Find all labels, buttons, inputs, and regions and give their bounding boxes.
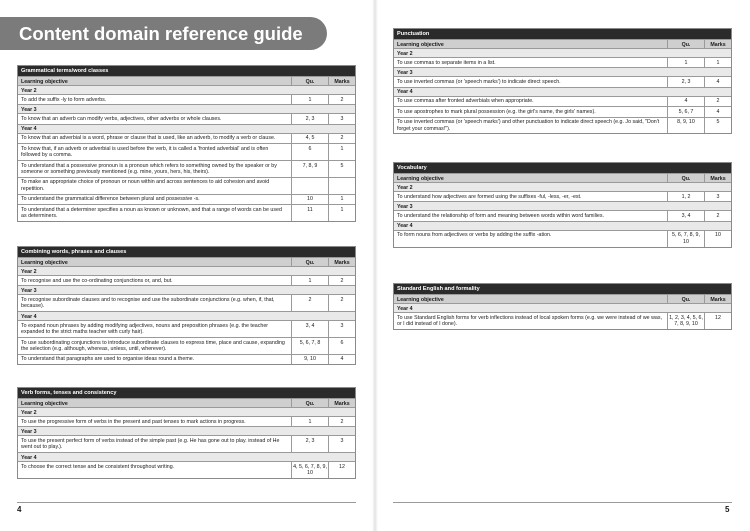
question-cell: 2, 3 bbox=[291, 436, 328, 452]
year-row bbox=[18, 266, 355, 275]
marks-cell: 4 bbox=[704, 107, 731, 116]
question-cell: 5, 6, 7, 8 bbox=[291, 338, 328, 354]
table-row bbox=[18, 204, 355, 221]
year-row bbox=[18, 285, 355, 294]
marks-cell: 2 bbox=[328, 295, 355, 311]
objective-cell: To choose the correct tense and be consistent throughout writing. bbox=[21, 463, 175, 470]
column-header-marks: Marks bbox=[704, 40, 731, 48]
page-number: 5 bbox=[725, 505, 730, 514]
objective-cell: To understand the relationship of form and meaning between words within word families. bbox=[397, 212, 604, 219]
question-cell: 1 bbox=[667, 58, 704, 67]
year-row bbox=[18, 407, 355, 416]
marks-cell: 3 bbox=[328, 436, 355, 452]
question-cell: 1 bbox=[291, 417, 328, 426]
table-combining-words bbox=[17, 246, 356, 365]
objective-cell: To use the progressive form of verbs in the present and past tenses to mark actions in progress. bbox=[21, 418, 246, 425]
question-cell: 4, 5, 6, 7, 8, 9, 10 bbox=[291, 462, 328, 478]
year-label: Year 2 bbox=[21, 268, 37, 275]
marks-cell: 2 bbox=[328, 276, 355, 285]
page-title: Content domain reference guide bbox=[0, 17, 327, 50]
table-row bbox=[18, 416, 355, 426]
year-label: Year 3 bbox=[397, 69, 413, 76]
objective-cell: To understand the grammatical difference between plural and possessive -s. bbox=[21, 196, 200, 203]
year-label: Year 2 bbox=[397, 50, 413, 57]
table-row bbox=[394, 210, 731, 220]
column-header-qu: Qu. bbox=[291, 399, 328, 407]
marks-cell: 2 bbox=[704, 211, 731, 220]
year-row bbox=[394, 67, 731, 76]
year-label: Year 3 bbox=[21, 428, 37, 435]
marks-cell: 1 bbox=[328, 195, 355, 204]
column-header-row bbox=[18, 257, 355, 266]
footer-rule bbox=[393, 502, 732, 503]
table-row bbox=[394, 106, 731, 116]
objective-cell: To understand that a determiner specifies a noun as known or unknown, and that a range of words can be used as determiners. bbox=[21, 206, 282, 219]
table-row bbox=[18, 294, 355, 311]
year-label: Year 4 bbox=[397, 89, 413, 96]
column-header-row bbox=[394, 294, 731, 303]
marks-cell: 2 bbox=[704, 97, 731, 106]
column-header-marks: Marks bbox=[328, 258, 355, 266]
marks-cell: 4 bbox=[328, 355, 355, 364]
objective-cell: To add the suffix -ly to form adverbs. bbox=[21, 96, 107, 103]
question-cell: 2, 3 bbox=[667, 77, 704, 86]
table-row bbox=[394, 191, 731, 201]
year-row bbox=[394, 48, 731, 57]
table-row bbox=[18, 143, 355, 160]
column-header-qu: Qu. bbox=[667, 40, 704, 48]
objective-cell: To understand that paragraphs are used to organise ideas round a theme. bbox=[21, 356, 195, 363]
table-row bbox=[18, 320, 355, 337]
question-cell: 1 bbox=[291, 276, 328, 285]
question-cell: 1 bbox=[291, 95, 328, 104]
column-header-qu: Qu. bbox=[667, 174, 704, 182]
table-grammatical-terms bbox=[17, 65, 356, 222]
objective-cell: To form nouns from adjectives or verbs by adding the suffix -ation. bbox=[397, 232, 552, 239]
objective-cell: To recognise subordinate clauses and to recognise and use the subordinate conjunctions (e.g. when, if, that, because). bbox=[21, 296, 275, 310]
year-row bbox=[18, 124, 355, 133]
objective-cell: To understand that a possessive pronoun is a pronoun which refers to something owned by the speaker or by someone or something previously mentioned (e.g. mine, yours, hers, his, theirs). bbox=[21, 162, 277, 175]
year-label: Year 3 bbox=[397, 203, 413, 210]
question-cell: 1, 2, 3, 4, 5, 6, 7, 8, 9, 10 bbox=[667, 313, 704, 329]
section-heading: Vocabulary bbox=[394, 163, 731, 173]
table-row bbox=[394, 96, 731, 106]
column-header-objective: Learning objective bbox=[21, 400, 68, 407]
objective-cell: To expand noun phrases by adding modifying adjectives, nouns and preposition phrases (e.g. the teacher expanded to the strict maths teacher with curly hair). bbox=[21, 322, 269, 336]
question-cell: 6 bbox=[291, 144, 328, 160]
objective-cell: To recognise and use the co-ordinating conjunctions or, and, but. bbox=[21, 277, 173, 284]
year-row bbox=[394, 87, 731, 96]
question-cell: 2, 3 bbox=[291, 114, 328, 123]
question-cell: 8, 9, 10 bbox=[667, 118, 704, 134]
marks-cell: 1 bbox=[704, 58, 731, 67]
objective-cell: To use subordinating conjunctions to introduce subordinate clauses to express time, place and cause, expanding the selection (e.g. although, whereas, unless, until, wherever). bbox=[21, 339, 285, 352]
table-row bbox=[18, 133, 355, 143]
table-standard-english bbox=[393, 283, 732, 330]
column-header-row bbox=[394, 39, 731, 48]
column-header-objective: Learning objective bbox=[21, 259, 68, 266]
year-label: Year 4 bbox=[21, 313, 37, 320]
question-cell: 11 bbox=[291, 205, 328, 221]
column-header-row bbox=[18, 76, 355, 85]
column-header-marks: Marks bbox=[704, 295, 731, 303]
objective-cell: To know that an adverb can modify verbs, adjectives, other adverbs or whole clauses. bbox=[21, 115, 222, 122]
marks-cell: 2 bbox=[328, 95, 355, 104]
question-cell: 5, 6, 7, 8, 9, 10 bbox=[667, 231, 704, 247]
table-row bbox=[18, 337, 355, 354]
year-row bbox=[18, 426, 355, 435]
year-label: Year 2 bbox=[21, 87, 37, 94]
table-row bbox=[394, 57, 731, 67]
table-row bbox=[18, 461, 355, 478]
marks-cell: 3 bbox=[704, 192, 731, 201]
question-cell: 4, 5 bbox=[291, 134, 328, 143]
objective-cell: To make an appropriate choice of pronoun or noun within and across sentences to aid cohesion and avoid repetition. bbox=[21, 179, 270, 192]
marks-cell bbox=[328, 178, 355, 194]
question-cell: 3, 4 bbox=[291, 321, 328, 337]
marks-cell: 12 bbox=[328, 462, 355, 478]
table-row bbox=[18, 275, 355, 285]
table-vocabulary bbox=[393, 162, 732, 248]
footer-rule bbox=[17, 502, 356, 503]
table-row bbox=[18, 94, 355, 104]
marks-cell: 1 bbox=[328, 144, 355, 160]
column-header-marks: Marks bbox=[328, 77, 355, 85]
year-row bbox=[18, 85, 355, 94]
year-row bbox=[18, 452, 355, 461]
objective-cell: To use commas to separate items in a list. bbox=[397, 59, 496, 66]
objective-cell: To use Standard English forms for verb inflections instead of local spoken forms (e.g. we were instead of we was, or I did instead of I done). bbox=[397, 314, 662, 327]
column-header-qu: Qu. bbox=[291, 258, 328, 266]
section-heading: Grammatical terms/word classes bbox=[18, 66, 355, 76]
year-label: Year 4 bbox=[397, 305, 413, 312]
column-header-objective: Learning objective bbox=[397, 41, 444, 48]
marks-cell: 12 bbox=[704, 313, 731, 329]
year-row bbox=[394, 201, 731, 210]
year-label: Year 3 bbox=[21, 106, 37, 113]
year-label: Year 4 bbox=[21, 126, 37, 133]
section-heading: Punctuation bbox=[394, 29, 731, 39]
marks-cell: 1 bbox=[328, 205, 355, 221]
objective-cell: To know that an adverbial is a word, phrase or clause that is used, like an adverb, to modify a verb or clause. bbox=[21, 135, 276, 142]
table-row bbox=[394, 312, 731, 329]
year-row bbox=[394, 303, 731, 312]
year-label: Year 2 bbox=[21, 409, 37, 416]
objective-cell: To use inverted commas (or 'speech marks') to indicate direct speech. bbox=[397, 78, 561, 85]
objective-cell: To use apostrophes to mark plural possession (e.g. the girl's name, the girls' names). bbox=[397, 108, 596, 115]
marks-cell: 3 bbox=[328, 114, 355, 123]
table-row bbox=[18, 160, 355, 177]
year-row bbox=[18, 104, 355, 113]
column-header-objective: Learning objective bbox=[21, 78, 68, 85]
column-header-marks: Marks bbox=[328, 399, 355, 407]
question-cell: 1, 2 bbox=[667, 192, 704, 201]
question-cell: 3, 4 bbox=[667, 211, 704, 220]
year-label: Year 2 bbox=[397, 184, 413, 191]
question-cell: 4 bbox=[667, 97, 704, 106]
page-number: 4 bbox=[17, 505, 22, 514]
objective-cell: To use commas after fronted adverbials when appropriate. bbox=[397, 98, 534, 105]
marks-cell: 3 bbox=[328, 321, 355, 337]
column-header-objective: Learning objective bbox=[397, 296, 444, 303]
marks-cell: 5 bbox=[328, 161, 355, 177]
marks-cell: 5 bbox=[704, 118, 731, 134]
section-heading: Verb forms, tenses and consistency bbox=[18, 388, 355, 398]
section-heading: Combining words, phrases and clauses bbox=[18, 247, 355, 257]
objective-cell: To use the present perfect form of verbs instead of the simple past (e.g. He has gone out to play. instead of He went out to play.). bbox=[21, 437, 280, 451]
table-row bbox=[18, 354, 355, 364]
objective-cell: To use inverted commas (or 'speech marks') and other punctuation to indicate direct speech (e.g. Jo said, "Don't forget your commas!"). bbox=[397, 119, 660, 132]
year-label: Year 3 bbox=[21, 287, 37, 294]
question-cell bbox=[291, 178, 328, 194]
column-header-row bbox=[18, 398, 355, 407]
table-row bbox=[394, 230, 731, 247]
marks-cell: 6 bbox=[328, 338, 355, 354]
table-punctuation bbox=[393, 28, 732, 134]
question-cell: 2 bbox=[291, 295, 328, 311]
column-header-marks: Marks bbox=[704, 174, 731, 182]
column-header-row bbox=[394, 173, 731, 182]
column-header-objective: Learning objective bbox=[397, 175, 444, 182]
table-row bbox=[18, 435, 355, 452]
section-heading: Standard English and formality bbox=[394, 284, 731, 294]
marks-cell: 2 bbox=[328, 134, 355, 143]
question-cell: 5, 6, 7 bbox=[667, 107, 704, 116]
column-header-qu: Qu. bbox=[291, 77, 328, 85]
year-row bbox=[18, 311, 355, 320]
year-row bbox=[394, 221, 731, 230]
marks-cell: 2 bbox=[328, 417, 355, 426]
column-header-qu: Qu. bbox=[667, 295, 704, 303]
right-page bbox=[375, 0, 750, 531]
objective-cell: To understand how adjectives are formed using the suffixes -ful, -less, -er, -est. bbox=[397, 193, 582, 200]
table-row bbox=[394, 117, 731, 134]
table-row bbox=[18, 113, 355, 123]
objective-cell: To know that, if an adverb or adverbial is used before the verb, it is called a 'fronted adverbial' and is often followed by a comma. bbox=[21, 145, 269, 159]
table-verb-forms bbox=[17, 387, 356, 479]
table-row bbox=[18, 194, 355, 204]
question-cell: 9, 10 bbox=[291, 355, 328, 364]
marks-cell: 10 bbox=[704, 231, 731, 247]
question-cell: 7, 8, 9 bbox=[291, 161, 328, 177]
table-row bbox=[18, 177, 355, 194]
marks-cell: 4 bbox=[704, 77, 731, 86]
year-label: Year 4 bbox=[21, 454, 37, 461]
question-cell: 10 bbox=[291, 195, 328, 204]
table-row bbox=[394, 76, 731, 86]
year-row bbox=[394, 182, 731, 191]
year-label: Year 4 bbox=[397, 223, 413, 230]
